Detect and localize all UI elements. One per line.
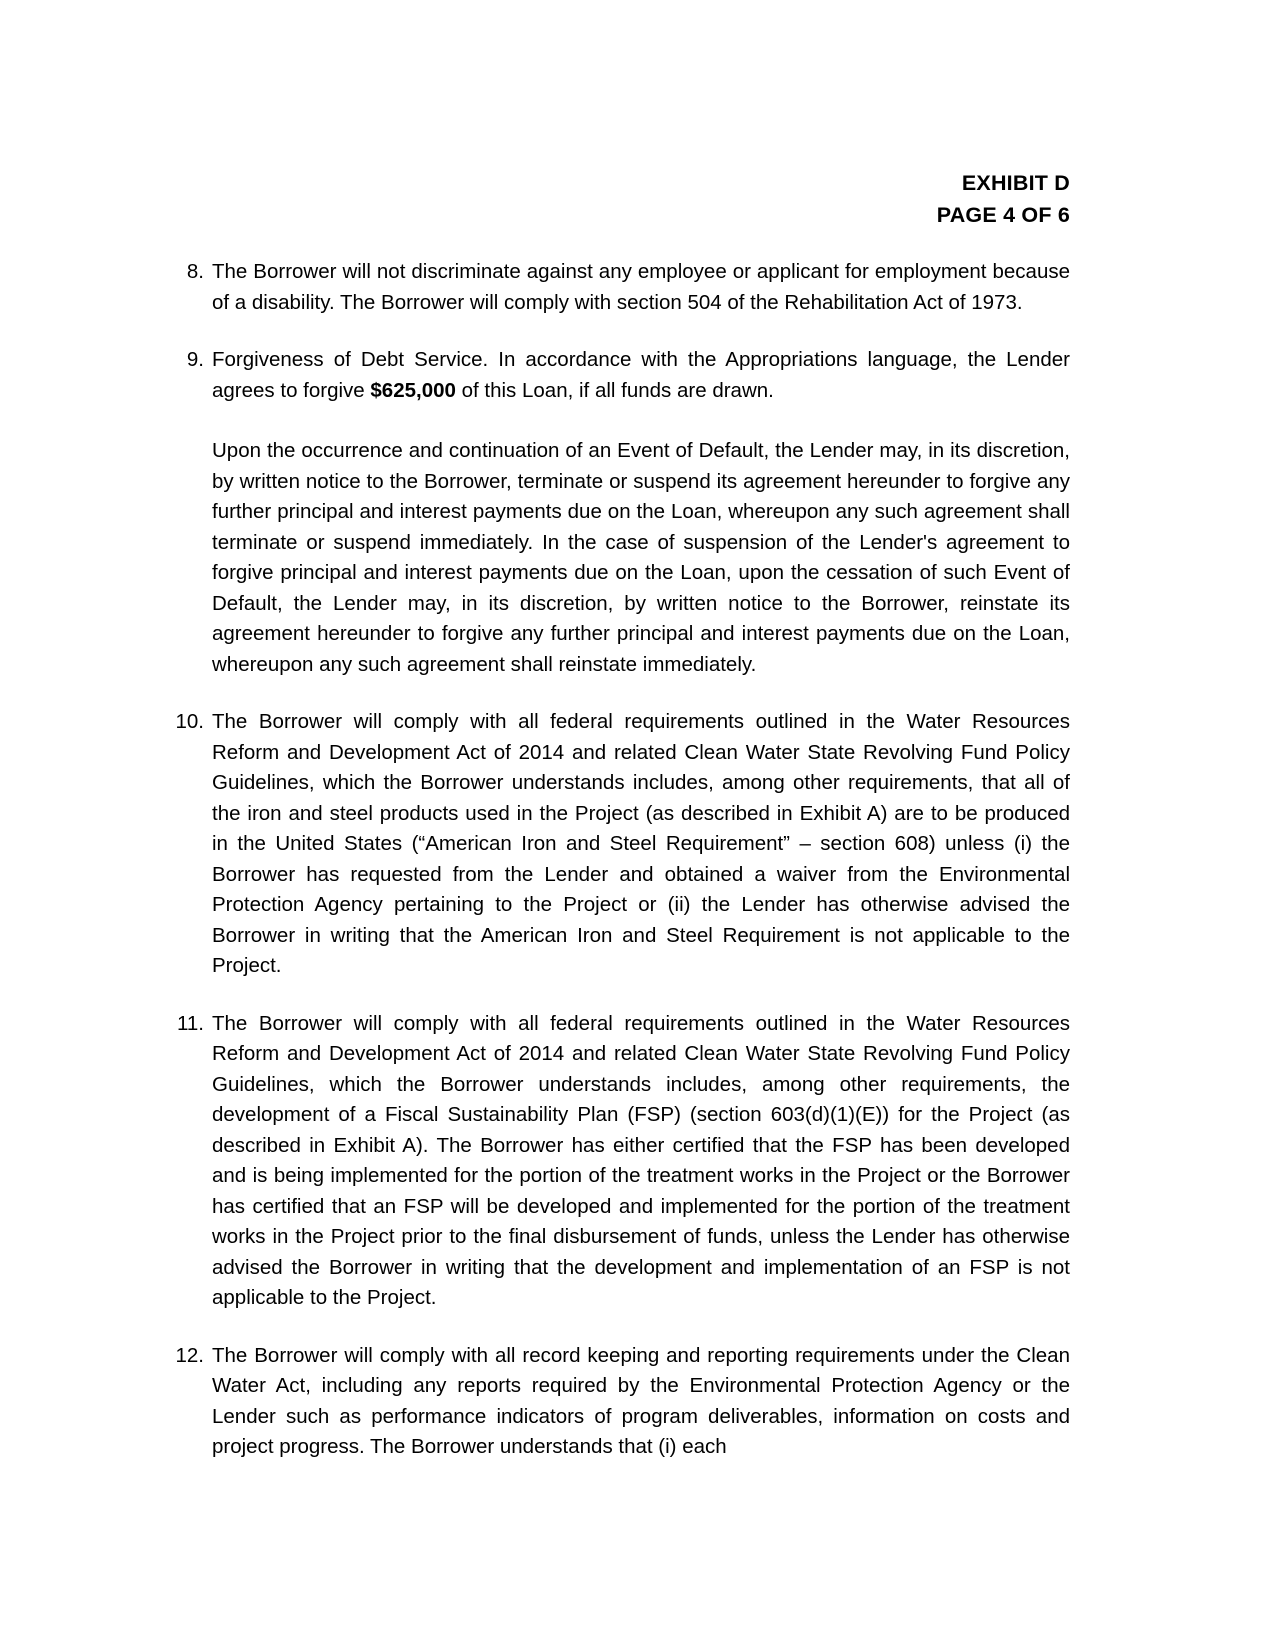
page-label: PAGE 4 OF 6 xyxy=(936,202,1070,227)
clause-item xyxy=(168,1009,1070,1314)
clause-item xyxy=(168,1341,1070,1463)
clause-body xyxy=(212,345,1070,680)
clause-number: 11. xyxy=(177,1011,204,1035)
clause-body xyxy=(212,707,1070,982)
clause-number: 9. xyxy=(186,348,204,372)
clause-paragraph: The Borrower will comply with all record keeping and reporting requirements under the Clean Water Act, including any reports required by the Environmental Protection Agency or the Lender such as performance indicators of program deliverables, information on costs and project progress. The Borrower understands that (i) each xyxy=(212,1343,1070,1459)
exhibit-label: EXHIBIT D xyxy=(961,171,1070,195)
clause-paragraph: The Borrower will comply with all federal requirements outlined in the Water Resources Reform and Development Act of 2014 and related Clean Water State Revolving Fund Policy Guidelines, which the Borrower understands includes, among other requirements, the development of a Fiscal Sustainability Plan (FSP) (section 603(d)(1)(E)) for the Project (as described in Exhibit A). The Borrower has either certified that the FSP has been developed and is being implemented for the portion of the treatment works in the Project or the Borrower has certified that an FSP will be developed and implemented for the portion of the treatment works in the Project prior to the final disbursement of funds, unless the Lender has otherwise advised the Borrower in writing that the development and implementation of an FSP is not applicable to the Project. xyxy=(212,1011,1070,1310)
clause-body xyxy=(212,257,1070,318)
clause-list xyxy=(168,257,1070,1463)
clause-paragraph: The Borrower will not discriminate against any employee or applicant for employment because of a disability. The Borrower will comply with section 504 of the Rehabilitation Act of 1973. xyxy=(212,260,1070,314)
clause-paragraph: The Borrower will comply with all federal requirements outlined in the Water Resources Reform and Development Act of 2014 and related Clean Water State Revolving Fund Policy Guidelines, which the Borrower understands includes, among other requirements, that all of the iron and steel products used in the Project (as described in Exhibit A) are to be produced in the United States (“American Iron and Steel Requirement” – section 608) unless (i) the Borrower has requested from the Lender and obtained a waiver from the Environmental Protection Agency pertaining to the Project or (ii) the Lender has otherwise advised the Borrower in writing that the American Iron and Steel Requirement is not applicable to the Project. xyxy=(212,710,1070,978)
clause-item xyxy=(168,345,1070,680)
clause-number: 8. xyxy=(186,260,204,284)
clause-paragraph-default-event: Upon the occurrence and continuation of an Event of Default, the Lender may, in its discretion, by written notice to the Borrower, terminate or suspend its agreement hereunder to forgive any further principal and interest payments due on the Loan, whereupon any such agreement shall terminate or suspend immediately. In the case of suspension of the Lender's agreement to forgive principal and interest payments due on the Loan, upon the cessation of such Event of Default, the Lender may, in its discretion, by written notice to the Borrower, reinstate its agreement hereunder to forgive any further principal and interest payments due on the Loan, whereupon any such agreement shall reinstate immediately. xyxy=(212,439,1070,676)
clause-paragraph-forgiveness: Forgiveness of Debt Service. In accordance with the Appropriations language, the Lender agrees to forgive $625,000 of this Loan, if all funds are drawn. xyxy=(212,348,1070,402)
clause-number: 10. xyxy=(175,710,204,734)
clause-body xyxy=(212,1009,1070,1314)
document-header xyxy=(168,168,1070,231)
clause-item xyxy=(168,707,1070,982)
clause-body xyxy=(212,1341,1070,1463)
forgiveness-amount: $625,000 xyxy=(370,378,456,402)
clause-number: 12. xyxy=(175,1343,204,1367)
clause-item xyxy=(168,257,1070,318)
